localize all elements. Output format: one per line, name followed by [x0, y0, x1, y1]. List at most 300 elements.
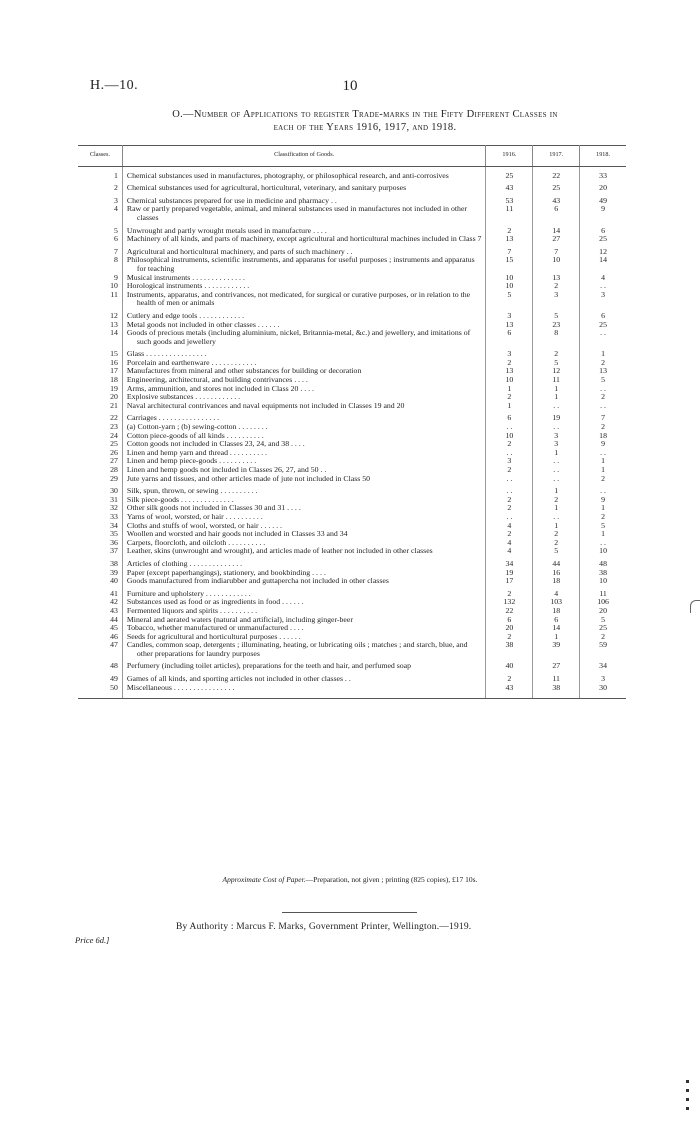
count-1916: 20 — [486, 624, 533, 633]
count-1918: 5 — [601, 520, 606, 530]
count-1918: 38 — [599, 567, 607, 577]
count-1918: 1 — [601, 349, 606, 359]
count-1917: 3 — [533, 432, 580, 441]
goods-classification — [122, 235, 486, 244]
count-1917: 14 — [533, 223, 580, 236]
count-1917: . . — [533, 457, 580, 466]
count-1916: 53 — [486, 193, 533, 206]
table-row — [78, 547, 626, 556]
count-1918: 49 — [599, 195, 607, 205]
count-1918: 1 — [601, 465, 606, 474]
goods-text: Explosive substances . . . . . . . . . . . . — [126, 392, 241, 402]
goods-classification — [122, 658, 486, 671]
count-1918: 9 — [601, 204, 606, 214]
count-1918: 30 — [599, 682, 607, 692]
count-1916: 2 — [486, 504, 533, 513]
count-1917: 5 — [533, 359, 580, 368]
goods-text: Silk, spun, thrown, or sewing . . . . . . . . . . — [126, 486, 258, 496]
count-1918: 3 — [601, 289, 606, 299]
goods-text: Unwrought and partly wrought metals used in manufacture . . . . — [126, 225, 327, 235]
goods-text: Perfumery (including toilet articles), preparations for the teeth and hair, and perfumed soap — [126, 661, 412, 671]
count-1918: 25 — [599, 623, 607, 633]
class-number: 31 — [78, 496, 122, 505]
count-1918: 106 — [597, 597, 609, 607]
count-1918: 2 — [601, 422, 606, 432]
class-number: 41 — [78, 586, 122, 599]
goods-text: Carriages . . . . . . . . . . . . . . . . — [126, 413, 220, 423]
count-1918: 33 — [599, 170, 607, 180]
count-1917: 1 — [533, 393, 580, 402]
goods-text: Horological instruments . . . . . . . . . . . . — [126, 281, 250, 291]
goods-classification — [122, 291, 486, 308]
table-row — [78, 577, 626, 586]
goods-text: Linen and hemp piece-goods . . . . . . . . . . — [126, 456, 257, 466]
goods-text: Linen and hemp goods not included in Classes 26, 27, and 50 . . — [126, 465, 327, 474]
count-1918: 13 — [599, 366, 607, 376]
class-number: 23 — [78, 423, 122, 432]
count-1916: 3 — [486, 457, 533, 466]
class-number: 14 — [78, 329, 122, 346]
count-1916: 1 — [486, 385, 533, 394]
count-1917: 14 — [533, 624, 580, 633]
table-row — [78, 475, 626, 484]
class-number: 10 — [78, 282, 122, 291]
count-1916: . . — [486, 475, 533, 484]
count-1918: 2 — [601, 511, 606, 521]
goods-text: Goods manufactured from indiarubber and guttapercha not included in other classes — [126, 576, 389, 586]
count-1918: 9 — [601, 494, 606, 504]
goods-text: Cotton piece-goods of all kinds . . . . . . . . . . — [126, 430, 264, 440]
table-title — [85, 108, 645, 134]
table-row — [78, 205, 626, 222]
count-1918: . . — [600, 537, 606, 547]
margin-mark — [690, 600, 700, 613]
count-1917: 10 — [533, 256, 580, 273]
count-1916: . . — [486, 449, 533, 458]
count-1916: 2 — [486, 496, 533, 505]
goods-text: Agricultural and horticultural machinery, and parts of such machinery . . — [126, 246, 353, 256]
goods-text: Games of all kinds, and sporting articles not included in other classes . . — [126, 674, 351, 684]
page-number: 10 — [342, 78, 358, 94]
count-1917: 1 — [533, 504, 580, 513]
count-1916: 43 — [486, 180, 533, 193]
goods-text: Carpets, floorcloth, and oilcloth . . . . . . . . . . — [126, 537, 266, 547]
class-number: 45 — [78, 624, 122, 633]
table-row — [78, 641, 626, 658]
class-number: 36 — [78, 539, 122, 548]
count-1917: 3 — [533, 291, 580, 308]
table-row — [78, 180, 626, 193]
count-1916: 2 — [486, 393, 533, 402]
count-1918: 2 — [601, 357, 606, 367]
count-1916: 3 — [486, 308, 533, 321]
count-1918: 1 — [601, 503, 606, 513]
count-1917: 2 — [533, 496, 580, 505]
count-1917: 7 — [533, 244, 580, 257]
count-1918: 1 — [601, 529, 606, 539]
count-1918: 11 — [599, 588, 607, 598]
count-1918: 25 — [599, 319, 607, 329]
count-1917: 39 — [533, 641, 580, 658]
count-1916: 34 — [486, 556, 533, 569]
count-1917: . . — [533, 513, 580, 522]
count-1916: 10 — [486, 432, 533, 441]
price-note: Price 6d.] — [75, 935, 110, 945]
goods-text: Chemical substances used in manufactures, photography, or philosophical research, and anti-corrosives — [126, 170, 449, 180]
count-1916: 7 — [486, 244, 533, 257]
class-number: 1 — [78, 172, 122, 181]
class-number: 34 — [78, 522, 122, 531]
count-1916: . . — [486, 513, 533, 522]
count-1916: 4 — [486, 539, 533, 548]
count-1916: 2 — [486, 466, 533, 475]
count-1917: 1 — [533, 385, 580, 394]
goods-classification — [122, 308, 486, 321]
count-1918: . . — [600, 486, 606, 496]
table-row — [78, 172, 626, 181]
class-number: 2 — [78, 180, 122, 193]
col-header-classification: Classification of Goods. — [122, 146, 486, 167]
count-1916: 4 — [486, 522, 533, 531]
class-number: 48 — [78, 658, 122, 671]
count-1916: 17 — [486, 577, 533, 586]
class-number: 24 — [78, 432, 122, 441]
goods-classification — [122, 180, 486, 193]
count-1917: 18 — [533, 607, 580, 616]
class-number: 17 — [78, 367, 122, 376]
goods-classification — [122, 671, 486, 684]
goods-text: Candles, common soap, detergents ; illuminating, heating, or lubricating oils ; matches ; and starch, blue, and other preparations for laundry purposes — [126, 640, 468, 658]
count-1917: 1 — [533, 483, 580, 496]
goods-classification — [122, 475, 486, 484]
count-1918: . . — [600, 447, 606, 457]
goods-classification — [122, 483, 486, 496]
table-row — [78, 256, 626, 273]
count-1917: 16 — [533, 569, 580, 578]
goods-classification — [122, 346, 486, 359]
class-number: 47 — [78, 641, 122, 658]
count-1916: . . — [486, 483, 533, 496]
cost-text: —Preparation, not given ; printing (825 copies), £17 10s. — [305, 875, 478, 884]
goods-text: Substances used as food or as ingredients in food . . . . . . — [126, 597, 304, 607]
goods-classification — [122, 556, 486, 569]
count-1916: 5 — [486, 291, 533, 308]
count-1916: 2 — [486, 671, 533, 684]
count-1916: 22 — [486, 607, 533, 616]
class-number: 9 — [78, 274, 122, 283]
goods-text: Cloths and stuffs of wool, worsted, or hair . . . . . . — [126, 520, 283, 530]
goods-classification — [122, 205, 486, 222]
goods-text: Cotton goods not included in Classes 23, 24, and 38 . . . . — [126, 439, 305, 449]
table-row — [78, 329, 626, 346]
count-1916: 1 — [486, 402, 533, 411]
count-1918: 18 — [599, 430, 607, 440]
class-number: 20 — [78, 393, 122, 402]
goods-classification — [122, 684, 486, 693]
class-number: 38 — [78, 556, 122, 569]
count-1918: 5 — [601, 375, 606, 385]
goods-text: Glass . . . . . . . . . . . . . . . . — [126, 349, 207, 359]
goods-text: Arms, ammunition, and stores not included in Class 20 . . . . — [126, 383, 314, 393]
count-1918: 59 — [599, 640, 607, 650]
count-1916: 10 — [486, 274, 533, 283]
count-1917: 1 — [533, 633, 580, 642]
goods-text: Porcelain and earthenware . . . . . . . . . . . . — [126, 357, 257, 367]
count-1916: 15 — [486, 256, 533, 273]
class-number: 43 — [78, 607, 122, 616]
goods-text: Jute yarns and tissues, and other articles made of jute not included in Class 50 — [126, 473, 371, 483]
goods-text: Goods of precious metals (including aluminium, nickel, Britannia-metal, &c.) and jewellery, and imitations of such goods and jewellery — [126, 328, 471, 346]
count-1918: 48 — [599, 558, 607, 568]
count-1916: 4 — [486, 547, 533, 556]
count-1917: . . — [533, 466, 580, 475]
class-number: 12 — [78, 308, 122, 321]
count-1916: 11 — [486, 205, 533, 222]
count-1917: 1 — [533, 522, 580, 531]
count-1917: 19 — [533, 410, 580, 423]
goods-text: Mineral and aerated waters (natural and artificial), including ginger-beer — [126, 614, 353, 624]
count-1918: 9 — [601, 439, 606, 449]
goods-text: Other silk goods not included in Classes 30 and 31 . . . . — [126, 503, 301, 513]
count-1917: 2 — [533, 346, 580, 359]
count-1916: 6 — [486, 410, 533, 423]
count-1917: 4 — [533, 586, 580, 599]
class-number: 3 — [78, 193, 122, 206]
count-1918: 4 — [601, 272, 606, 282]
class-number: 27 — [78, 457, 122, 466]
goods-text: Silk piece-goods . . . . . . . . . . . . . . — [126, 494, 234, 504]
class-number: 16 — [78, 359, 122, 368]
goods-text: Manufactures from mineral and other substances for building or decoration — [126, 366, 362, 376]
class-number: 18 — [78, 376, 122, 385]
class-number: 28 — [78, 466, 122, 475]
goods-text: Fermented liquors and spirits . . . . . . . . . . — [126, 605, 258, 615]
count-1917: 22 — [533, 172, 580, 181]
goods-text: Instruments, apparatus, and contrivances, not medicated, for surgical or curative purposes, or in relation to the health of men or animals — [126, 289, 471, 308]
goods-text: Linen and hemp yarn and thread . . . . . . . . . . — [126, 447, 267, 457]
goods-text: Raw or partly prepared vegetable, animal, and mineral substances used in manufactures not included in other classes — [126, 204, 468, 222]
goods-text: Tobacco, whether manufactured or unmanufactured . . . . — [126, 623, 304, 633]
count-1918: 6 — [601, 310, 606, 320]
count-1917: 11 — [533, 671, 580, 684]
table-row — [78, 684, 626, 693]
table-row — [78, 235, 626, 244]
count-1917: 103 — [533, 598, 580, 607]
count-1916: 10 — [486, 282, 533, 291]
class-number: 21 — [78, 402, 122, 411]
count-1916: 3 — [486, 346, 533, 359]
goods-text: Yarns of wool, worsted, or hair . . . . . . . . . . — [126, 511, 263, 521]
count-1916: . . — [486, 423, 533, 432]
table-body — [78, 166, 626, 699]
col-header-classes: Classes. — [78, 146, 122, 167]
count-1918: 34 — [599, 661, 607, 671]
class-number: 37 — [78, 547, 122, 556]
goods-text: Musical instruments . . . . . . . . . . . . . . — [126, 272, 245, 282]
count-1918: 2 — [601, 473, 606, 483]
class-number: 29 — [78, 475, 122, 484]
count-1917: 43 — [533, 193, 580, 206]
class-number: 11 — [78, 291, 122, 308]
count-1916: 25 — [486, 172, 533, 181]
col-header-1918: 1918. — [580, 146, 626, 167]
table-row — [78, 308, 626, 321]
count-1918: . . — [600, 383, 606, 393]
count-1918: 20 — [599, 183, 607, 193]
class-number: 19 — [78, 385, 122, 394]
class-number: 22 — [78, 410, 122, 423]
count-1918: 3 — [601, 674, 606, 684]
count-1917: 8 — [533, 329, 580, 346]
goods-classification — [122, 172, 486, 181]
class-number: 6 — [78, 235, 122, 244]
class-number: 30 — [78, 483, 122, 496]
col-header-1917: 1917. — [533, 146, 580, 167]
count-1917: 2 — [533, 539, 580, 548]
goods-text: Articles of clothing . . . . . . . . . . . . . . — [126, 558, 243, 568]
count-1916: 10 — [486, 376, 533, 385]
goods-text: Furniture and upholstery . . . . . . . . . . . . — [126, 588, 251, 598]
count-1918: 10 — [599, 546, 607, 556]
count-1918: 14 — [599, 255, 607, 265]
goods-text: Naval architectural contrivances and naval equipments not included in Classes 19 and 20 — [126, 400, 405, 410]
count-1918: 1 — [601, 456, 606, 466]
count-1918: . . — [600, 281, 606, 291]
count-1916: 13 — [486, 321, 533, 330]
table-header-row — [78, 146, 626, 167]
class-number: 4 — [78, 205, 122, 222]
table-row — [78, 483, 626, 496]
class-number: 33 — [78, 513, 122, 522]
count-1916: 2 — [486, 633, 533, 642]
class-number: 49 — [78, 671, 122, 684]
margin-dots — [686, 1080, 690, 1120]
count-1916: 19 — [486, 569, 533, 578]
count-1917: 38 — [533, 684, 580, 693]
count-1917: 6 — [533, 616, 580, 625]
goods-text: Cutlery and edge tools . . . . . . . . . . . . — [126, 310, 245, 320]
goods-classification — [122, 547, 486, 556]
count-1918: 20 — [599, 605, 607, 615]
goods-text: Philosophical instruments, scientific instruments, and apparatus for useful purposes ; instruments and apparatus for teaching — [126, 255, 475, 273]
class-number: 26 — [78, 449, 122, 458]
cost-note — [0, 875, 700, 884]
col-header-1916: 1916. — [486, 146, 533, 167]
count-1916: 40 — [486, 658, 533, 671]
goods-text: Woollen and worsted and hair goods not included in Classes 33 and 34 — [126, 529, 348, 539]
goods-text: Seeds for agricultural and horticultural purposes . . . . . . — [126, 631, 301, 641]
count-1917: 11 — [533, 376, 580, 385]
table-row — [78, 402, 626, 411]
count-1916: 2 — [486, 223, 533, 236]
count-1917: . . — [533, 402, 580, 411]
class-number: 7 — [78, 244, 122, 257]
count-1917: 2 — [533, 530, 580, 539]
table-row — [78, 346, 626, 359]
count-1918: 25 — [599, 234, 607, 244]
goods-text: Chemical substances used for agricultural, horticultural, veterinary, and sanitary purposes — [126, 183, 407, 193]
title-line-2: each of the Years 1916, 1917, and 1918. — [273, 122, 457, 133]
goods-classification — [122, 402, 486, 411]
table-row — [78, 556, 626, 569]
count-1916: 43 — [486, 684, 533, 693]
count-1917: . . — [533, 423, 580, 432]
count-1917: 5 — [533, 547, 580, 556]
goods-text: Machinery of all kinds, and parts of machinery, except agricultural and horticultural machines included in Class 7 — [126, 234, 482, 244]
goods-text: Leather, skins (unwrought and wrought), and articles made of leather not included in other classes — [126, 546, 433, 556]
count-1917: 12 — [533, 367, 580, 376]
count-1917: 44 — [533, 556, 580, 569]
goods-text: Metal goods not included in other classes . . . . . . — [126, 319, 280, 329]
count-1917: 2 — [533, 282, 580, 291]
count-1918: 5 — [601, 614, 606, 624]
title-line-1: O.—Number of Applications to register Trade-marks in the Fifty Different Classes in — [172, 109, 558, 120]
class-number: 42 — [78, 598, 122, 607]
class-number: 39 — [78, 569, 122, 578]
count-1916: 13 — [486, 367, 533, 376]
class-number: 8 — [78, 256, 122, 273]
count-1918: 7 — [601, 413, 606, 423]
count-1917: . . — [533, 475, 580, 484]
cost-label: Approximate Cost of Paper. — [222, 875, 306, 884]
goods-text: (a) Cotton-yarn ; (b) sewing-cotton . . . . . . . . — [126, 422, 268, 432]
class-number: 44 — [78, 616, 122, 625]
count-1916: 132 — [486, 598, 533, 607]
goods-classification — [122, 329, 486, 346]
class-number: 46 — [78, 633, 122, 642]
divider-rule — [282, 912, 417, 913]
class-number: 35 — [78, 530, 122, 539]
table-row — [78, 658, 626, 671]
class-number: 13 — [78, 321, 122, 330]
count-1917: 25 — [533, 180, 580, 193]
goods-text: Miscellaneous . . . . . . . . . . . . . . . . — [126, 682, 235, 692]
count-1917: 1 — [533, 449, 580, 458]
count-1916: 2 — [486, 440, 533, 449]
count-1918: 12 — [599, 246, 607, 256]
goods-classification — [122, 256, 486, 273]
class-number: 32 — [78, 504, 122, 513]
goods-text: Paper (except paperhangings), stationery, and bookbinding . . . . — [126, 567, 326, 577]
count-1916: 2 — [486, 530, 533, 539]
count-1917: 6 — [533, 205, 580, 222]
goods-text: Chemical substances prepared for use in medicine and pharmacy . . — [126, 195, 337, 205]
goods-text: Engineering, architectural, and building contrivances . . . . — [126, 375, 308, 385]
printer-authority: By Authority : Marcus F. Marks, Government Printer, Wellington.—1919. — [176, 922, 472, 932]
count-1918: 2 — [601, 631, 606, 641]
count-1917: 3 — [533, 440, 580, 449]
count-1918: 2 — [601, 392, 606, 402]
count-1916: 6 — [486, 616, 533, 625]
count-1917: 23 — [533, 321, 580, 330]
count-1917: 5 — [533, 308, 580, 321]
trademark-applications-table — [78, 145, 626, 699]
table-row — [78, 671, 626, 684]
class-number: 40 — [78, 577, 122, 586]
count-1916: 2 — [486, 359, 533, 368]
count-1917: 27 — [533, 658, 580, 671]
count-1918: . . — [600, 400, 606, 410]
count-1916: 13 — [486, 235, 533, 244]
class-number: 5 — [78, 223, 122, 236]
count-1916: 2 — [486, 586, 533, 599]
class-number: 15 — [78, 346, 122, 359]
class-number: 50 — [78, 684, 122, 693]
count-1916: 38 — [486, 641, 533, 658]
goods-classification — [122, 577, 486, 586]
count-1918: 6 — [601, 225, 606, 235]
count-1918: 10 — [599, 576, 607, 586]
